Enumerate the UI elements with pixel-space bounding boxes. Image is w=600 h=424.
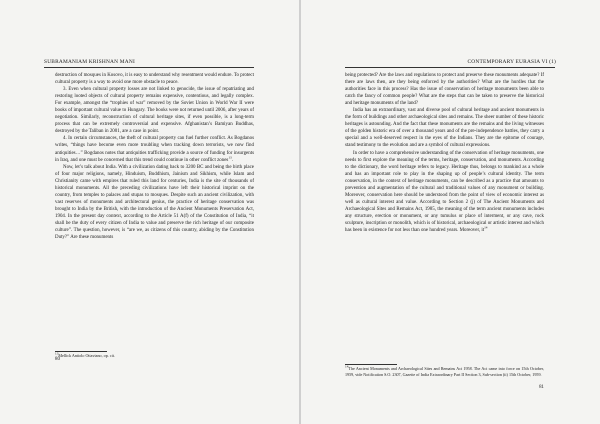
- running-header-right: CONTEMPORARY EURASIA VI (1): [467, 59, 556, 65]
- footnote-reference: 13: [228, 154, 232, 159]
- paragraph: India has an extraordinary, vast and diverse pool of cultural heritage and ancient monuments in the form of buildings and other archaeological sites and remains. The sheer number of these historic heritages is astounding. And the fact that these monuments are the remains and the living witnesses of the golden historic era of over a thousand years and of the pre-independence battles, they carry a special and a well-deserved respect in the eyes of the Indians. They are the epitome of courage, stand testimony to the evolution and are a symbol of cultural expressions.: [345, 108, 544, 149]
- paragraph: 3. Even when cultural property losses are not linked to genocide, the issue of repatriating and restoring looted objects of cultural property remains expensive, contentious, and legally complex. For example, amongst the “trophies of war” removed by the Soviet Union in World War II were books of important cultural value to Hungary. The books were not returned until 2006, after years of negotiation. Similarly, reconstruction of cultural heritage sites, if even possible, is a long-term process that can be extremely controversial and expensive. Afghanistan’s Bamiyan Buddhas, destroyed by the Taliban in 2001, are a case in point.: [55, 87, 254, 135]
- footnote-mark: 13: [55, 351, 59, 356]
- footnote-reference: 14: [484, 225, 488, 230]
- body-text-left: [55, 72, 254, 241]
- paragraph-text: In order to have a comprehensive understanding of the conservation of heritage monuments, one needs to first explore the meaning of the terms, heritage, conservation, and monuments. According to the dictionary, the word heritage refers to legacy. Heritage thus, belongs to mankind as a whole and has an important role to play in the shaping up of people’s cultural identity. The term conservation, in the context of heritage monuments, can be described as a practice that amounts to prevention and augmentation of the cultural and traditional values of any monument or building. Moreover, conservation here should be understood from the point of view of economic interest as well as cultural interest and value. According to Section 2 (j) of The Ancient Monuments and Archaeological Sites and Remains Act, 1985, the meaning of the term ancient monuments includes any structure, erection or monument, or any tumulus or place of interment, or any cave, rock sculpture, inscription or monolith, which is of historical, archaeological or artistic interest and which has been in existence for not less than one hundred years. Moreover, it: [345, 150, 544, 234]
- paragraph: being protected? Are the laws and regulations to protect and preserve these monuments adequate? If there are laws then, are they being enforced by the authorities? What are the hurdles that the authorities face in this process? Has the issue of conservation of heritage monuments been able to catch the fancy of common people? What are the steps that can be taken to preserve the historical and heritage monuments of the land?: [345, 73, 544, 107]
- footnote-mark: 14: [345, 364, 349, 369]
- page-number-right: 81: [539, 385, 544, 390]
- footnote-text: The Ancient Monuments and Archaeological Sites and Remains Act 1958. The Act came into force on 15th October, 1959, vide Notification S.O. 2307, Gazette of India Extraordinary Part II Section 3, Sub-section (ii) 15th October, 1959.: [345, 366, 544, 377]
- header-rule-right: [345, 67, 555, 68]
- body-text-right: [345, 72, 544, 234]
- header-rule-left: [44, 67, 254, 68]
- paragraph-text: 4. In certain circumstances, the theft of cultural property can fuel further conflict. As Bogdanos writes, “things have become even more troubling when tracking down terrorists, we now find antiquities…” Bogdanos notes that antiquities trafficking provide a source of funding for insurgents in Iraq, and one must be concerned that this trend could continue in other conflict zones: [55, 136, 254, 163]
- right-page: [301, 0, 600, 424]
- footnote-rule-left: [55, 351, 107, 352]
- running-header-left: SUBRAMANIAM KRISHNAN MANI: [44, 59, 135, 65]
- paragraph: Now, let’s talk about India. With a civilization dating back to 3200 BC and being the birth place of four major religions, namely, Hinduism, Buddhism, Jainism and Sikhism, while Islam and Christianity came with empires that ruled this land for centuries, India is the site of thousands of historical monuments. All the preceding civilizations have left their historical imprint on the country, from temples to palaces and stupas to mosques. Despite such an ancient civilization, with vast reserves of monuments and architectural genius, the practice of heritage conservation was brought to India by the British, with the introduction of the Ancient Monuments Preservation Act, 1904. In the present day context, according to the Article 51 A(f) of the Constitution of India, “it shall be the duty of every citizen of India to value and preserve the rich heritage of our composite culture”. The question, however, is “are we, as citizens of this country, abiding by the Constitution Duty?” Are these monuments: [55, 164, 254, 241]
- footnote-right: [345, 366, 544, 377]
- page-number-left: 80: [55, 357, 60, 362]
- footnote-text: Mellick Antiolo Ottaviano, op. cit.: [58, 353, 115, 358]
- footnote-left: [55, 353, 254, 359]
- left-page: [0, 0, 299, 424]
- paragraph: 4. In certain circumstances, the theft of cultural property can fuel further conflict. As Bogdanos writes, “things have become even more troubling when tracking down terrorists, we now find antiquities…” Bogdanos notes that antiquities trafficking provide a source of funding for insurgents in Iraq, and one must be concerned that this trend could continue in other conflict zones$^{13}$.: [55, 136, 254, 163]
- paragraph: [345, 150, 544, 235]
- footnote-rule-right: [345, 364, 397, 365]
- paragraph: destruction of mosques in Kosovo, it is easy to understand why resentment would endure. To protect cultural property is a way to avoid one more obstacle to peace.: [55, 73, 254, 86]
